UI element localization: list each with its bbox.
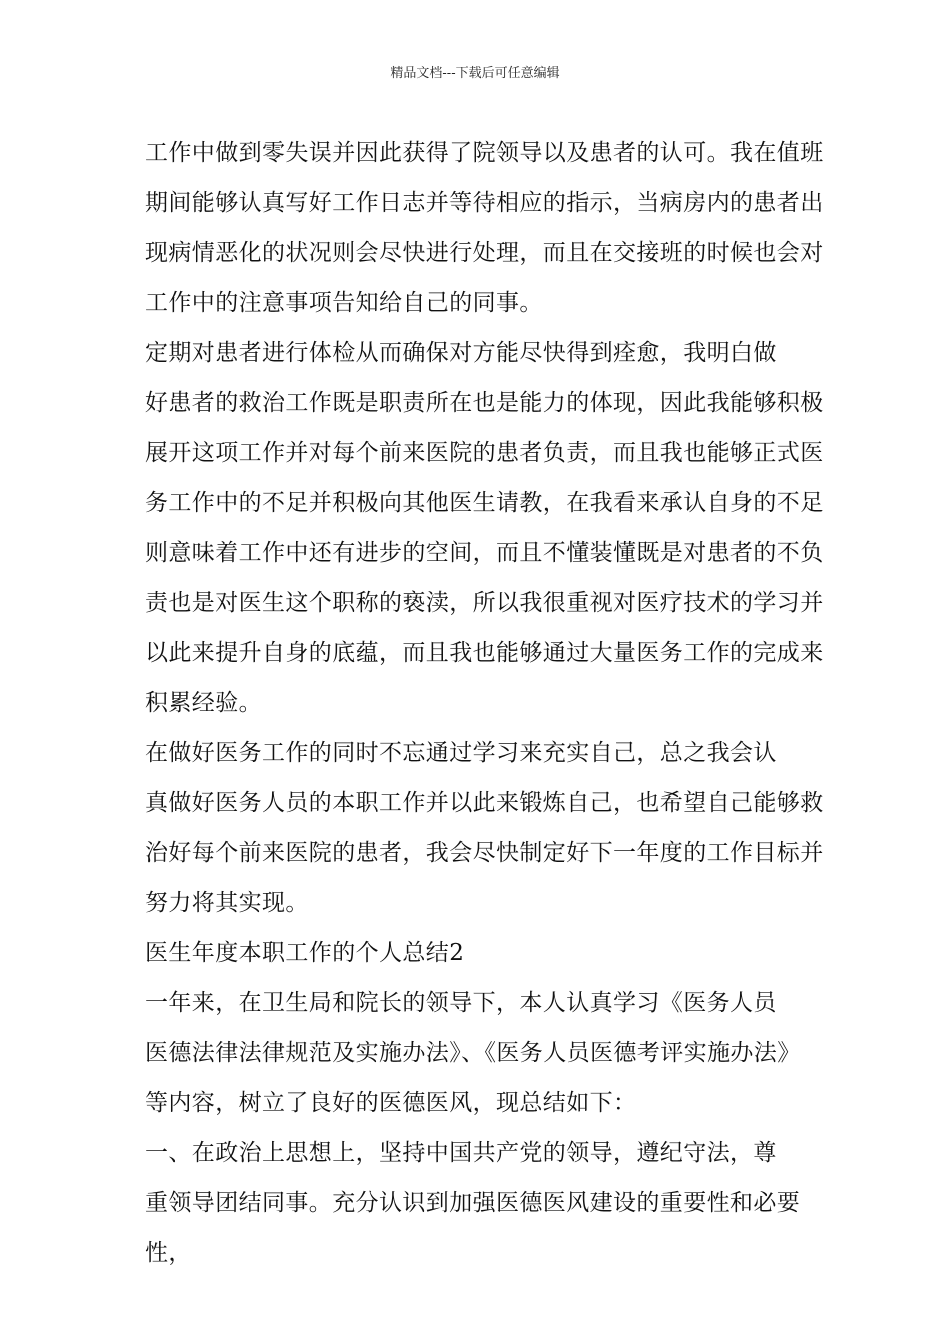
document-body [145, 128, 825, 1278]
paragraph-political: 一、在政治上思想上，坚持中国共产党的领导，遵纪守法，尊 重领导团结同事。充分认识到加强医德医风建设的重要性和必要性， [145, 1140, 801, 1266]
paragraph-intro: 一年来，在卫生局和院长的领导下，本人认真学习《医务人员 医德法律法律规范及实施办法》、《医务人员医德考评实施办法》 等内容，树立了良好的医德医风，现总结如下： [145, 990, 801, 1116]
page-header: 精品文档---下载后可任意编辑 [390, 66, 560, 81]
section-heading: 医生年度本职工作的个人总结2 [145, 940, 465, 966]
paragraph-checkups: 定期对患者进行体检从而确保对方能尽快得到痊愈，我明白做 好患者的救治工作既是职责所在也是能力的体现，因此我能够积极 展开这项工作并对每个前来医院的患者负责，而且我也能够正式医 务工作中的不足并积极向其他医生请教，在我看来承认自身的不足 则意味着工作中还有进步的空间，而且不懂装懂既是对患者的不负 责也是对医生这个职称的亵渎，所以我很重视对医疗技术的学习并 以此来提升自身的底蕴，而且我也能够通过大量医务工作的完成来 积累经验。 [145, 340, 824, 716]
paragraph-learning: 在做好医务工作的同时不忘通过学习来充实自己，总之我会认 真做好医务人员的本职工作并以此来锻炼自己，也希望自己能够救 治好每个前来医院的患者，我会尽快制定好下一年度的工作目标并 努力将其实现。 [145, 740, 824, 916]
paragraph-continuation: 工作中做到零失误并因此获得了院领导以及患者的认可。我在值班 期间能够认真写好工作日志并等待相应的指示，当病房内的患者出 现病情恶化的状况则会尽快进行处理，而且在交接班的时候也会对 工作中的注意事项告知给自己的同事。 [145, 140, 824, 316]
